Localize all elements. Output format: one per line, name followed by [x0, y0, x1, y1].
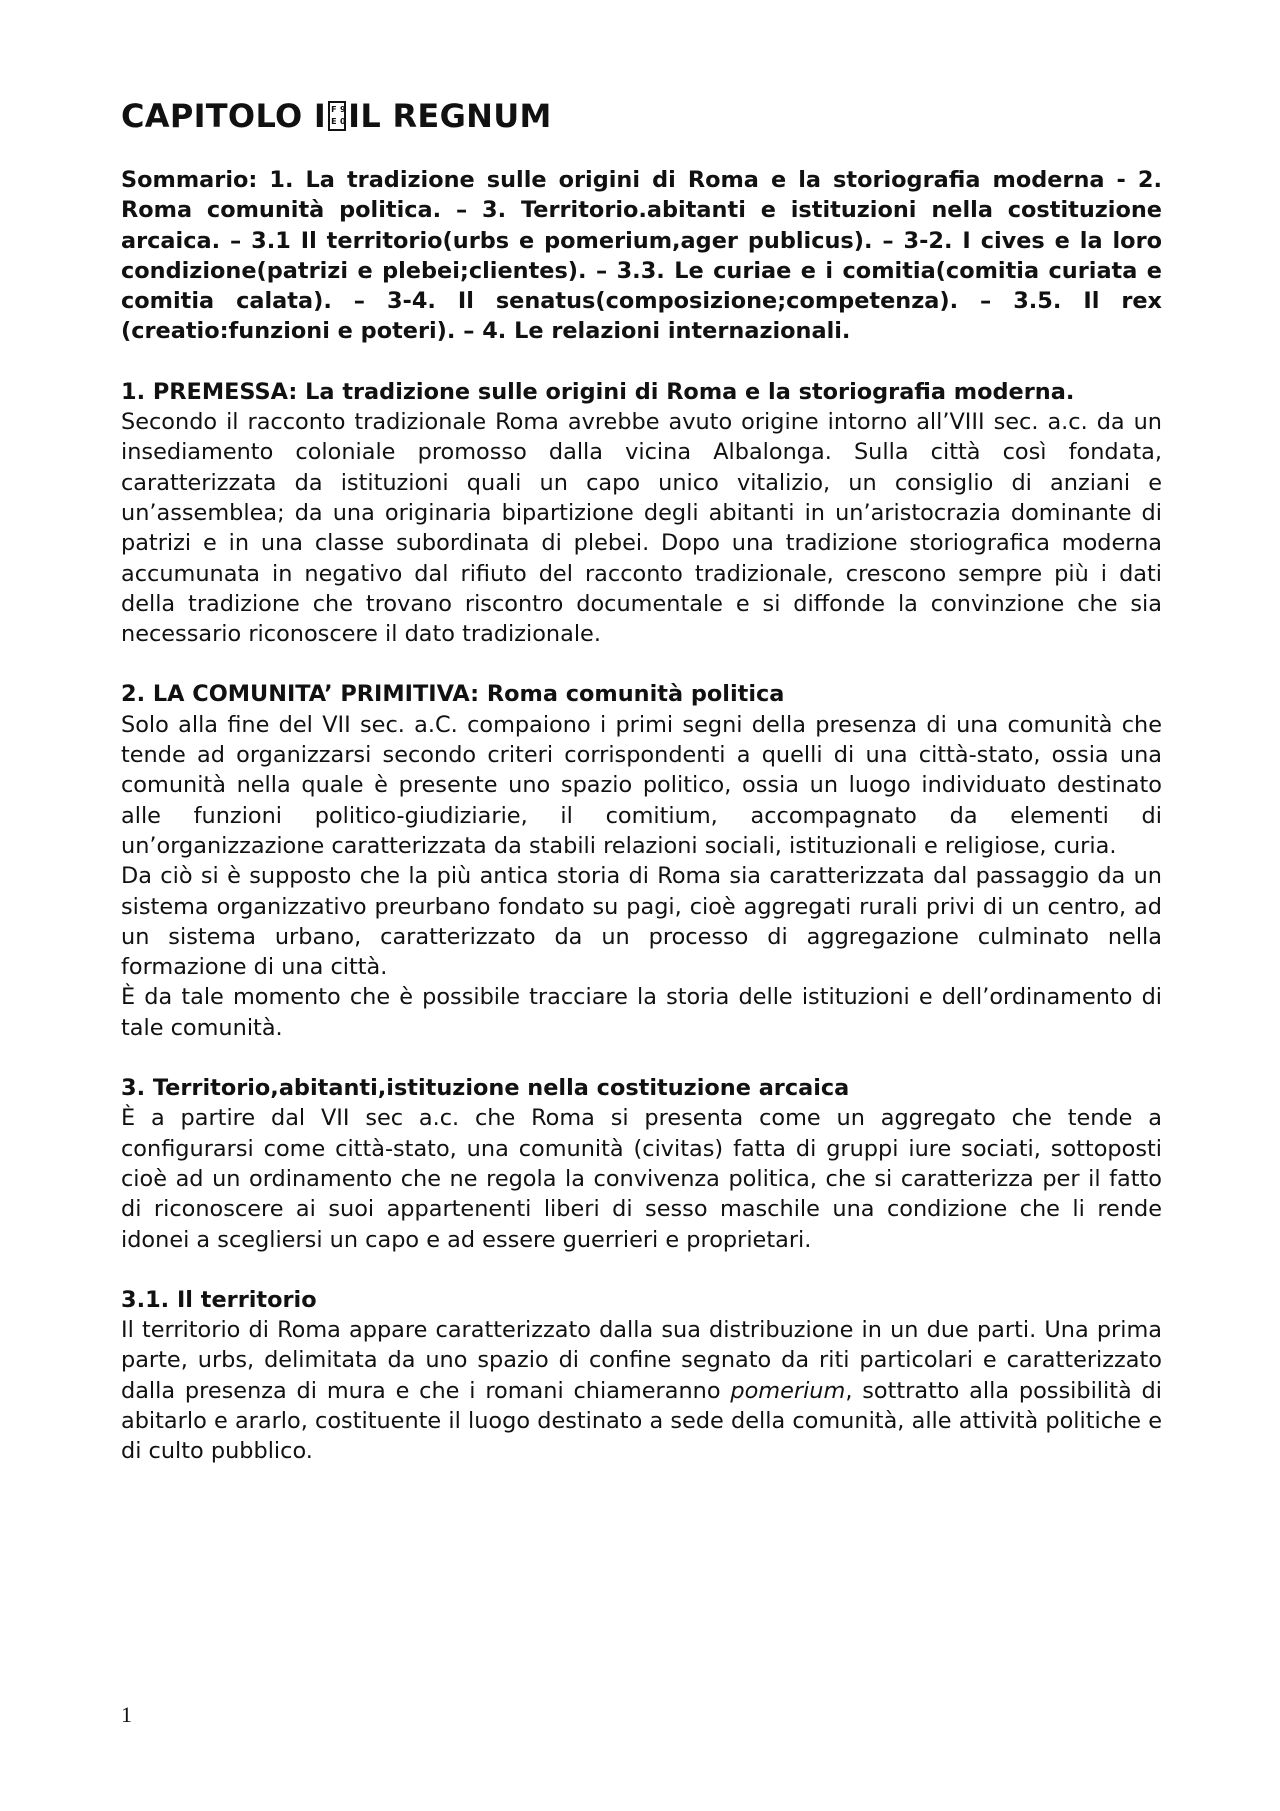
section-1 — [121, 377, 1162, 650]
section-1-heading: 1. PREMESSA: La tradizione sulle origini di Roma e la storiografia moderna. — [121, 378, 1075, 405]
section-3-1-body-end: , sottratto alla possibilità di abitarlo e ararlo, costituente il luogo destinato a sede della comunità, alle attività politiche e di culto pubblico. — [121, 1377, 1162, 1465]
section-3-1-body — [121, 1315, 1162, 1466]
chapter-title-suffix: IL REGNUM — [348, 97, 552, 135]
section-1-body: Secondo il racconto tradizionale Roma avrebbe avuto origine intorno all’VIII sec. a.c. da un insediamento coloniale promosso dalla vicina Albalonga. Sulla città così fondata, caratterizzata da istituzioni quali un capo unico vitalizio, un consiglio di anziani e un’assemblea; da una originaria bipartizione degli abitanti in un’aristocrazia dominante di patrizi e in una classe subordinata di plebei. Dopo una tradizione storiografica moderna accumunata in negativo dal rifiuto del racconto tradizionale, crescono sempre più i dati della tradizione che trovano riscontro documentale e si diffonde la convinzione che sia necessario riconoscere il dato tradizionale. — [121, 409, 1162, 648]
section-3-1-heading: 3.1. Il territorio — [121, 1286, 317, 1313]
chapter-title-prefix: CAPITOLO I — [121, 97, 327, 135]
section-2-body-2: Da ciò si è supposto che la più antica storia di Roma sia caratterizzata dal passaggio da un sistema organizzativo preurbano fondato su pagi, cioè aggregati rurali privi di un centro, ad un sistema urbano, caratterizzato da un processo di aggregazione culminato nella formazione di una città. — [121, 863, 1162, 981]
page-number: 1 — [121, 1702, 132, 1727]
summary-paragraph: Sommario: 1. La tradizione sulle origini di Roma e la storiografia moderna - 2. Roma comunità politica. – 3. Territorio.abitanti e istituzioni nella costituzione arcaica. – 3.1 Il territorio(urbs e pomerium,ager publicus). – 3-2. I cives e la loro condizione(patrizi e plebei;clientes). – 3.3. Le curiae e i comitia(comitia curiata e comitia calata). – 3-4. Il senatus(composizione;competenza). – 3.5. Il rex (creatio:funzioni e poteri). – 4. Le relazioni internazionali. — [121, 167, 1162, 345]
pomerium-term: pomerium — [730, 1377, 846, 1404]
missing-glyph-icon — [328, 101, 346, 131]
section-3-1 — [121, 1285, 1162, 1467]
section-3-body: È a partire dal VII sec a.c. che Roma si presenta come un aggregato che tende a configurarsi come città-stato, una comunità (civitas) fatta di gruppi iure sociati, sottoposti cioè ad un ordinamento che ne regola la convivenza politica, che si caratterizza per il fatto di riconoscere ai suoi appartenenti liberi di sesso maschile una condizione che li rende idonei a scegliersi un capo e ad essere guerrieri e proprietari. — [121, 1105, 1162, 1253]
section-3 — [121, 1073, 1162, 1255]
section-2-body-1: Solo alla fine del VII sec. a.C. compaiono i primi segni della presenza di una comunità che tende ad organizzarsi secondo criteri corrispondenti a quelli di una città-stato, ossia una comunità nella quale è presente uno spazio politico, ossia un luogo individuato destinato alle funzioni politico-giudiziarie, il comitium, accompagnato da elementi di un’organizzazione caratterizzata da stabili relazioni sociali, istituzionali e religiose, curia. — [121, 711, 1162, 859]
chapter-title — [121, 97, 1162, 135]
section-3-1-body-start: Il territorio di Roma appare caratterizzato dalla sua distribuzione in un due parti. Una prima parte, urbs, delimitata da uno spazio di confine segnato da riti particolari e caratterizzato dalla presenza di mura e che i romani chiameranno — [121, 1317, 1162, 1404]
section-2 — [121, 679, 1162, 1043]
section-2-body-3: È da tale momento che è possibile tracciare la storia delle istituzioni e dell’ordinamento di tale comunità. — [121, 984, 1162, 1041]
document-page — [121, 97, 1162, 1497]
section-3-heading: 3. Territorio,abitanti,istituzione nella costituzione arcaica — [121, 1075, 850, 1102]
section-2-heading: 2. LA COMUNITA’ PRIMITIVA: Roma comunità politica — [121, 681, 785, 708]
